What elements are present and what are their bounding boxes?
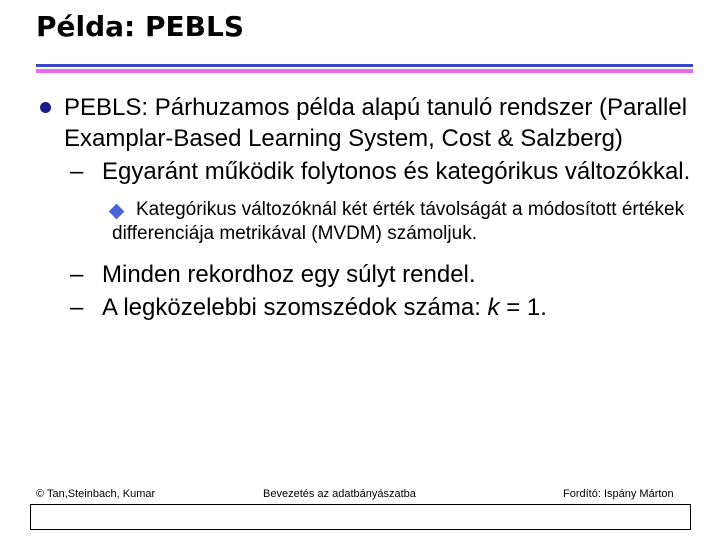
- sub-item-1-text: Egyaránt működik folytonos és kategórikus változókkal.: [102, 158, 691, 185]
- k-variable: k: [487, 294, 500, 321]
- slide-title: Példa: PEBLS: [36, 10, 244, 43]
- bullet-dot-icon: [40, 102, 51, 113]
- subsub-item: [36, 198, 696, 246]
- dash-marker: –: [70, 158, 84, 185]
- title-rule-blue: [36, 64, 693, 67]
- diamond-bullet-icon: [109, 204, 125, 220]
- footer-left: © Tan,Steinbach, Kumar: [36, 488, 156, 500]
- sub-item-2-text: Minden rekordhoz egy súlyt rendel.: [102, 261, 476, 288]
- title-rule-pink: [36, 69, 693, 73]
- footer-right: Fordító: Ispány Márton: [563, 488, 674, 500]
- subsub-item-text: Kategórikus változóknál két érték távolságát a módosított értékek differenciája metrikával (MVDM) számoljuk.: [112, 199, 685, 244]
- sub-item-3-equation: = 1.: [499, 294, 547, 321]
- footer-box: [30, 504, 691, 530]
- sub-item-3-text: A legközelebbi szomszédok száma:: [102, 294, 488, 321]
- sub-item-2: [36, 259, 696, 290]
- sub-item-3: [36, 292, 696, 323]
- dash-marker: –: [70, 261, 84, 288]
- bullet-item: [36, 92, 696, 154]
- sub-item-1: [36, 156, 696, 187]
- footer-center: Bevezetés az adatbányászatba: [263, 488, 416, 500]
- slide-content: [36, 92, 696, 323]
- dash-marker: –: [70, 294, 84, 321]
- bullet-text: PEBLS: Párhuzamos példa alapú tanuló rendszer (Parallel Examplar-Based Learning System, Cost & Salzberg): [64, 94, 688, 152]
